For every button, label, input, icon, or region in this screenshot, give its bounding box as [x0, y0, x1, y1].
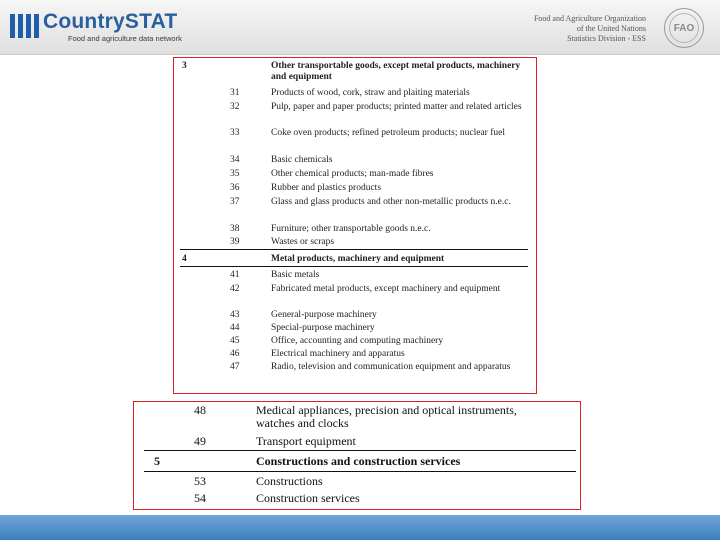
fao-logo-icon: FAO [664, 8, 704, 48]
division-code: 53 [194, 474, 206, 488]
row-description: Transport equipment [256, 434, 356, 448]
table-rule [144, 471, 576, 472]
row-description: Fabricated metal products, except machinery and equipment [271, 284, 501, 294]
row-description: Glass and glass products and other non-metallic products n.e.c. [271, 197, 511, 207]
row-description: Pulp, paper and paper products; printed matter and related articles [271, 102, 522, 112]
row-description: Furniture; other transportable goods n.e.c. [271, 224, 431, 234]
row-description: Constructions [256, 474, 323, 488]
division-code: 48 [194, 403, 206, 417]
row-description: Metal products, machinery and equipment [271, 254, 445, 264]
footer-bar [0, 515, 720, 540]
division-code: 46 [230, 349, 240, 359]
division-code: 41 [230, 270, 240, 280]
division-code: 35 [230, 169, 240, 179]
row-description: Construction services [256, 491, 360, 505]
division-code: 36 [230, 183, 240, 193]
countrystat-logo-icon [10, 14, 39, 38]
brand-name: CountrySTAT [43, 10, 178, 33]
header-bar [0, 0, 720, 55]
table-rule [180, 249, 528, 250]
section-code: 3 [182, 61, 187, 71]
table-rule [180, 266, 528, 267]
division-code: 42 [230, 284, 240, 294]
division-code: 32 [230, 102, 240, 112]
row-description: Special-purpose machinery [271, 323, 375, 333]
table-rule [144, 450, 576, 451]
row-description: Constructions and construction services [256, 454, 461, 468]
classification-table-1 [173, 57, 537, 394]
classification-table-2 [133, 401, 581, 510]
division-code: 38 [230, 224, 240, 234]
division-code: 44 [230, 323, 240, 333]
brand-subtitle: Food and agriculture data network [68, 34, 182, 43]
row-description: Basic metals [271, 270, 320, 280]
row-description: Office, accounting and computing machinery [271, 336, 444, 346]
division-code: 47 [230, 362, 240, 372]
section-code: 4 [182, 254, 187, 264]
division-code: 39 [230, 237, 240, 247]
row-description: Medical appliances, precision and optical instruments, watches and clocks [256, 403, 517, 430]
division-code: 54 [194, 491, 206, 505]
division-code: 31 [230, 88, 240, 98]
division-code: 49 [194, 434, 206, 448]
row-description: Radio, television and communication equipment and apparatus [271, 362, 511, 372]
division-code: 43 [230, 310, 240, 320]
row-description: Other transportable goods, except metal products, machinery and equipment [271, 61, 521, 82]
division-code: 37 [230, 197, 240, 207]
division-code: 33 [230, 128, 240, 138]
row-description: Electrical machinery and apparatus [271, 349, 405, 359]
division-code: 34 [230, 155, 240, 165]
row-description: Coke oven products; refined petroleum products; nuclear fuel [271, 128, 505, 138]
org-line-3: Statistics Division - ESS [567, 34, 646, 43]
row-description: Products of wood, cork, straw and plaiting materials [271, 88, 470, 98]
organization-name [534, 14, 646, 44]
section-code: 5 [154, 454, 160, 468]
org-line-2: of the United Nations [576, 24, 646, 33]
org-line-1: Food and Agriculture Organization [533, 14, 646, 23]
division-code: 45 [230, 336, 240, 346]
row-description: Wastes or scraps [271, 237, 335, 247]
row-description: General-purpose machinery [271, 310, 377, 320]
row-description: Basic chemicals [271, 155, 333, 165]
row-description: Other chemical products; man-made fibres [271, 169, 434, 179]
row-description: Rubber and plastics products [271, 183, 382, 193]
